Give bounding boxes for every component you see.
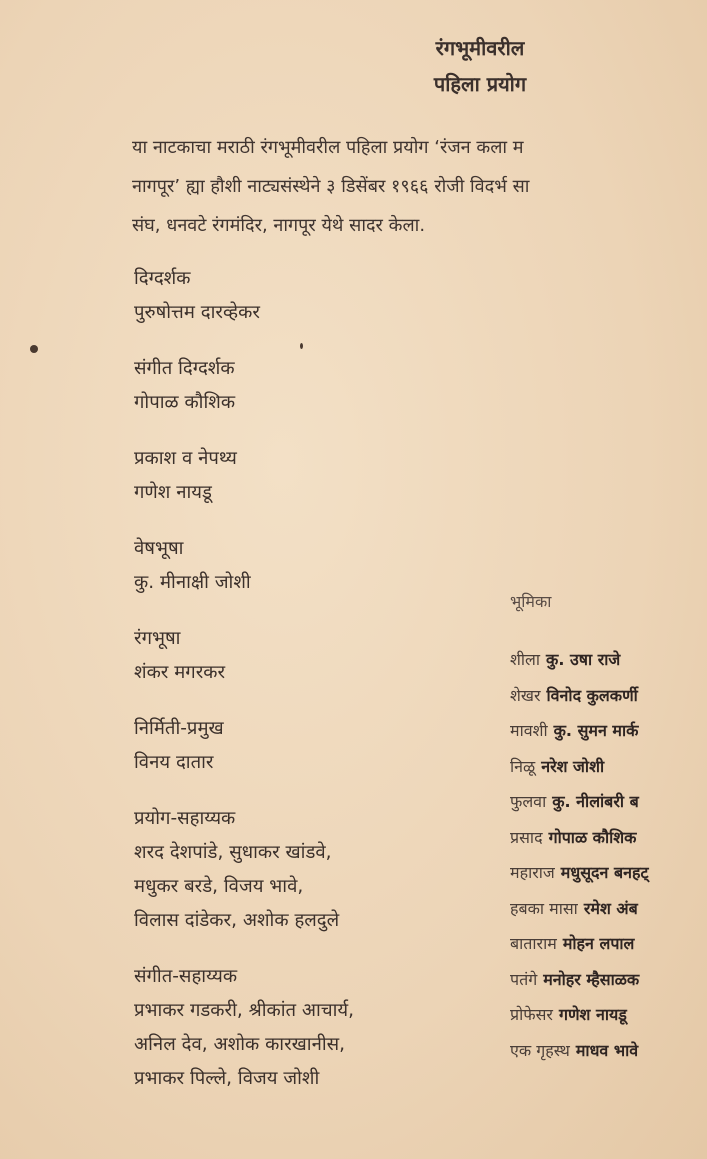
cast-character: शीला <box>510 650 541 669</box>
credit-block <box>134 532 454 600</box>
credit-role: निर्मिती-प्रमुख <box>134 718 224 739</box>
credit-person: शंकर मगरकर <box>134 662 226 683</box>
cast-row <box>510 1033 707 1069</box>
credit-block <box>134 442 454 510</box>
credit-person: प्रभाकर गडकरी, श्रीकांत आचार्य, <box>134 1000 354 1021</box>
credit-block <box>134 262 454 330</box>
cast-actor: विनोद कुलकर्णी <box>546 685 638 705</box>
credit-block <box>134 960 454 1096</box>
ink-spot <box>30 345 38 353</box>
credit-block <box>134 802 454 938</box>
cast-row <box>510 926 707 962</box>
heading-line-2: पहिला प्रयोग <box>433 72 527 96</box>
cast-row <box>510 891 707 927</box>
cast-character: महाराज <box>510 863 555 882</box>
cast-character: हबका मासा <box>510 898 578 918</box>
cast-actor: कु. उषा राजे <box>546 650 621 669</box>
intro-line: नागपूर’ ह्या हौशी नाट्यसंस्थेने ३ डिसेंबर १९६६ रोजी विदर्भ सा <box>132 176 530 197</box>
credit-person: विनय दातार <box>134 752 214 773</box>
cast-row <box>510 962 707 998</box>
credit-role: वेषभूषा <box>134 538 184 559</box>
credit-role: रंगभूषा <box>134 628 181 649</box>
cast-actor: माधव भावे <box>575 1040 639 1060</box>
credits-list <box>134 262 454 1118</box>
credit-block <box>134 622 454 690</box>
cast-row <box>510 713 707 749</box>
intro-line: संघ, धनवटे रंगमंदिर, नागपूर येथे सादर केला. <box>132 215 426 236</box>
cast-character: बाताराम <box>510 934 557 953</box>
intro-line: या नाटकाचा मराठी रंगभूमीवरील पहिला प्रयोग ‘रंजन कला म <box>132 137 524 158</box>
cast-character: प्रसाद <box>510 827 543 847</box>
credit-person: प्रभाकर पिल्ले, विजय जोशी <box>134 1068 320 1089</box>
page-heading <box>395 30 565 102</box>
cast-title: भूमिका <box>510 592 552 611</box>
credit-block <box>134 352 454 420</box>
credit-role: प्रयोग-सहाय्यक <box>134 808 236 829</box>
cast-character: पतंगे <box>510 969 538 989</box>
cast-actor: गोपाळ कौशिक <box>548 827 637 847</box>
credit-person: शरद देशपांडे, सुधाकर खांडवे, <box>134 842 332 863</box>
credit-person: विलास दांडेकर, अशोक हलदुले <box>134 910 340 931</box>
cast-character: फुलवा <box>510 792 547 811</box>
heading-line-1: रंगभूमीवरील <box>435 36 525 60</box>
credit-person: मधुकर बरडे, विजय भावे, <box>134 876 304 897</box>
cast-actor: नरेश जोशी <box>541 756 605 776</box>
credit-block <box>134 712 454 780</box>
intro-paragraph <box>132 128 704 245</box>
credit-role: प्रकाश व नेपथ्य <box>134 448 237 469</box>
cast-row <box>510 855 707 891</box>
cast-character: निळू <box>510 756 536 776</box>
credit-person: कु. मीनाक्षी जोशी <box>134 572 251 593</box>
cast-actor: गणेश नायडू <box>558 1005 627 1024</box>
credit-person: गोपाळ कौशिक <box>134 392 236 413</box>
credit-role: संगीत-सहाय्यक <box>134 966 238 987</box>
cast-character: मावशी <box>510 721 548 740</box>
cast-row <box>510 642 707 678</box>
credit-role: दिग्दर्शक <box>134 268 191 289</box>
credit-role: संगीत दिग्दर्शक <box>134 358 235 379</box>
cast-actor: कु. सुमन मार्क <box>553 721 639 740</box>
cast-character: एक गृहस्थ <box>510 1040 570 1060</box>
cast-row <box>510 678 707 714</box>
cast-row <box>510 749 707 785</box>
credit-person: अनिल देव, अशोक कारखानीस, <box>134 1034 346 1055</box>
cast-list <box>510 642 707 1068</box>
cast-row <box>510 997 707 1033</box>
credit-person: गणेश नायडू <box>134 482 212 503</box>
cast-row <box>510 820 707 856</box>
cast-actor: कु. नीलांबरी ब <box>552 792 639 811</box>
cast-row <box>510 784 707 820</box>
cast-actor: मनोहर म्हैसाळक <box>543 969 640 989</box>
cast-character: प्रोफेसर <box>510 1005 553 1024</box>
credit-person: पुरुषोत्तम दारव्हेकर <box>134 302 260 323</box>
cast-actor: मोहन लपाल <box>562 934 635 953</box>
cast-actor: रमेश अंब <box>583 898 638 918</box>
cast-actor: मधुसूदन बनहट् <box>560 863 649 882</box>
cast-character: शेखर <box>510 685 541 705</box>
